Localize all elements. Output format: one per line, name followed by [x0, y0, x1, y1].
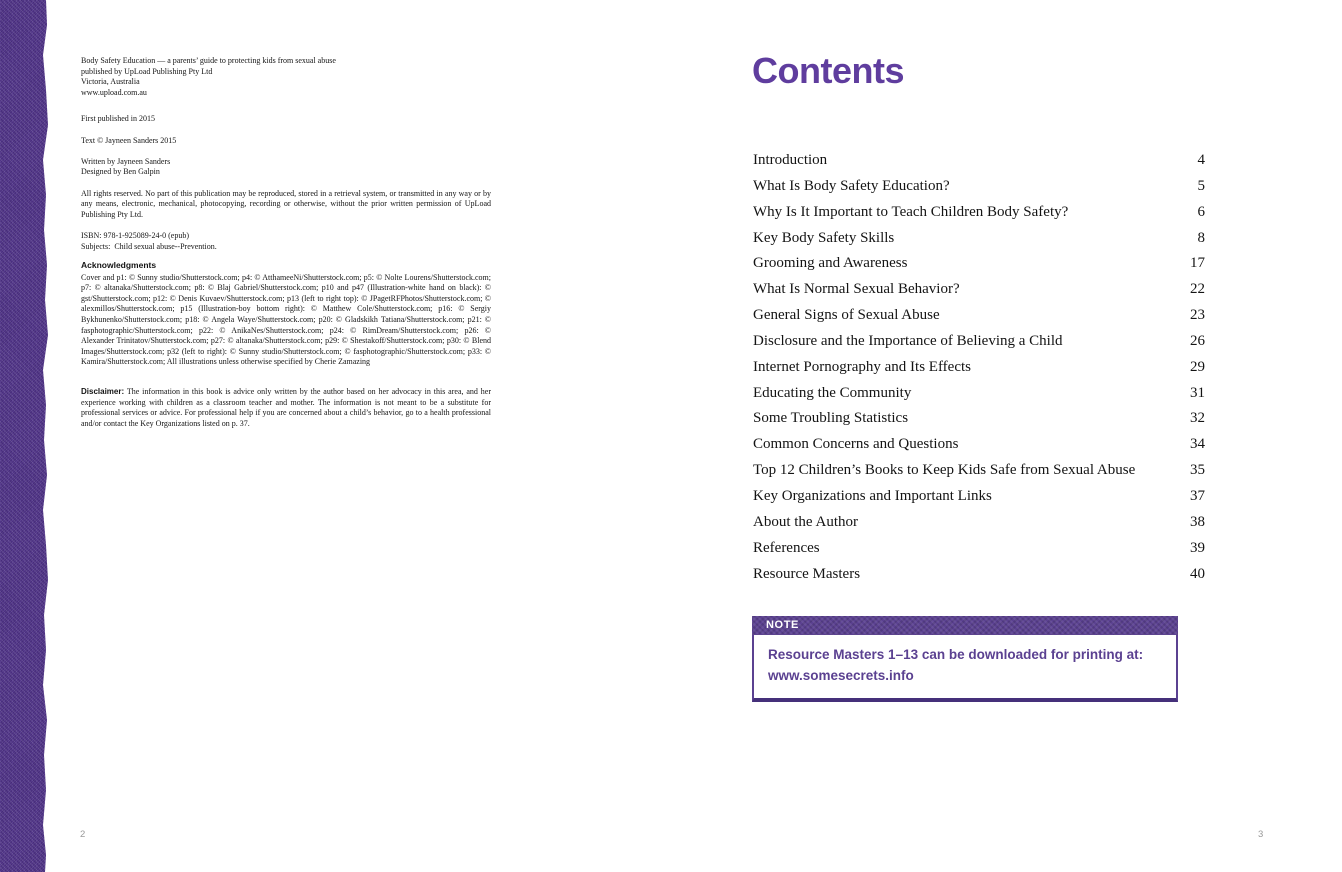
- publisher-url: www.upload.com.au: [81, 87, 147, 97]
- toc-entry-label: Internet Pornography and Its Effects: [753, 358, 971, 375]
- toc-entry: [753, 306, 1205, 332]
- note-text-line1: Resource Masters 1–13 can be downloaded for printing at:: [768, 647, 1144, 662]
- toc-entry-label: Grooming and Awareness: [753, 255, 908, 272]
- toc-entry-page: 23: [1190, 307, 1205, 324]
- toc-entry-page: 26: [1190, 332, 1205, 349]
- toc-entry-label: Disclosure and the Importance of Believing a Child: [753, 332, 1063, 349]
- note-url: www.somesecrets.info: [768, 668, 914, 683]
- toc-entry: [753, 461, 1205, 487]
- toc-entry: [753, 358, 1205, 384]
- book-title-line: Body Safety Education — a parents’ guide to protecting kids from sexual abuse: [81, 56, 336, 65]
- imprint-block: [81, 56, 491, 98]
- toc-entry-page: 31: [1190, 384, 1205, 401]
- toc-entry: [753, 539, 1205, 565]
- toc-entry: [753, 409, 1205, 435]
- toc-entry-page: 6: [1197, 203, 1205, 220]
- toc-entry-page: 22: [1190, 281, 1205, 298]
- designed-by-line: Designed by Ben Galpin: [81, 167, 160, 177]
- toc-entry-page: 17: [1190, 255, 1205, 272]
- toc-entry-page: 34: [1190, 436, 1205, 453]
- toc-entry: [753, 565, 1205, 591]
- toc-entry: [753, 435, 1205, 461]
- disclaimer-paragraph: [81, 387, 491, 429]
- toc-entry: [753, 513, 1205, 539]
- toc-entry-label: Key Body Safety Skills: [753, 229, 895, 246]
- toc-entry: [753, 280, 1205, 306]
- toc-entry-page: 8: [1197, 229, 1205, 246]
- toc-entry-page: 5: [1197, 177, 1205, 194]
- toc-list: [753, 151, 1205, 590]
- toc-entry-page: 40: [1190, 565, 1205, 582]
- disclaimer-text: The information in this book is advice only written by the author based on her advocacy in this area, and her experience working with children as a classroom teacher and mother. The information is not meant to be a substitute for professional services or advice. For professional help if you are concerned about a child’s behavior, go to a health professional and/or contact the Key Organizations listed on p. 37.: [81, 387, 492, 428]
- contents-title: Contents: [752, 50, 904, 91]
- credits-block: [81, 157, 491, 178]
- toc-entry: [753, 151, 1205, 177]
- toc-entry-label: What Is Body Safety Education?: [753, 177, 950, 194]
- toc-entry-page: 29: [1190, 358, 1205, 375]
- toc-entry: [753, 384, 1205, 410]
- toc-entry-page: 4: [1197, 152, 1205, 168]
- isbn-line: ISBN: 978-1-925089-24-0 (epub): [81, 230, 189, 240]
- note-body: [752, 635, 1178, 702]
- toc-entry-page: 35: [1190, 462, 1205, 479]
- toc-entry-label: Why Is It Important to Teach Children Body Safety?: [753, 203, 1069, 220]
- note-box: [752, 616, 1178, 702]
- right-page-number: 3: [1258, 829, 1264, 840]
- toc-entry: [753, 177, 1205, 203]
- acknowledgments-paragraph: Cover and p1: © Sunny studio/Shutterstock.com; p4: © AtthameeNi/Shutterstock.com; p5: © Nolte Lourens/Shutterstock.com; p7: © altanaka/Shutterstock.com; p8: © Blaj Gabriel/Shutterstock.com; p10 and p47 (Illustration-white hand on black): © gst/Shutterstock.com; p12: © Denis Kuvaev/Shutterstock.com; p13 (left to right top): © JPagetRFPhotos/Shutterstock.com; © alexmillos/Shutterstock.com; p15 (Illustration-boy bottom right): © Matthew Cole/Shutterstock.com; p16: © Sergiy Bykhunenko/Shutterstock.com; p18: © Angela Waye/Shutterstock.com; p20: © Gladskikh Tatiana/Shutterstock.com; p21: © fasphotographic/Shutterstock.com; p22: © AnikaNes/Shutterstock.com; p24: © RimDream/Shutterstock.com; p26: © Alexander Trinitatov/Shutterstock.com; p27: © altanaka/Shutterstock.com; p29: © Shestakoff/Shutterstock.com; p30: © Blend Images/Shutterstock.com; p32 (left to right): © Sunny studio/Shutterstock.com; © fasphotographic/Shutterstock.com; p33: © Kamira/Shutterstock.com; All illustrations unless otherwise specified by Cherie Zamazing: [81, 272, 491, 367]
- book-spine-strip: [0, 0, 50, 872]
- disclaimer-label: Disclaimer:: [81, 387, 125, 397]
- subjects-line: Subjects: Child sexual abuse--Prevention.: [81, 241, 217, 251]
- copyright-line: Text © Jayneen Sanders 2015: [81, 135, 177, 145]
- toc-entry-label: General Signs of Sexual Abuse: [753, 307, 940, 324]
- toc-entry-label: What Is Normal Sexual Behavior?: [753, 281, 960, 298]
- publisher-line: published by UpLoad Publishing Pty Ltd: [81, 66, 213, 76]
- note-header: NOTE: [752, 616, 1178, 635]
- toc-entry-label: Some Troubling Statistics: [753, 410, 909, 427]
- left-page-number: 2: [80, 829, 86, 840]
- toc-entry: [753, 332, 1205, 358]
- toc-entry-label: Common Concerns and Questions: [753, 436, 959, 453]
- toc-entry: [753, 254, 1205, 280]
- toc-entry: [753, 203, 1205, 229]
- toc-entry: [753, 487, 1205, 513]
- toc-entry-label: Top 12 Children’s Books to Keep Kids Safe from Sexual Abuse: [753, 462, 1136, 479]
- written-by-line: Written by Jayneen Sanders: [81, 156, 171, 166]
- toc-entry-label: Resource Masters: [753, 565, 861, 582]
- isbn-block: [81, 231, 491, 252]
- left-page: [81, 56, 491, 440]
- location-line: Victoria, Australia: [81, 77, 140, 87]
- rights-paragraph: All rights reserved. No part of this publication may be reproduced, stored in a retrieval system, or transmitted in any way or by any means, electronic, mechanical, photocopying, recording or otherwise, without the prior written permission of UpLoad Publishing Pty Ltd.: [81, 188, 491, 219]
- toc-entry-page: 37: [1190, 487, 1205, 504]
- acknowledgments-heading: Acknowledgments: [81, 260, 157, 271]
- toc-entry-label: About the Author: [753, 513, 858, 530]
- toc-entry-label: Educating the Community: [753, 384, 912, 401]
- toc-entry-page: 38: [1190, 513, 1205, 530]
- toc-entry: [753, 229, 1205, 255]
- toc-entry-label: Introduction: [753, 152, 828, 168]
- first-published-line: First published in 2015: [81, 114, 156, 124]
- toc-entry-page: 39: [1190, 539, 1205, 556]
- toc-entry-page: 32: [1190, 410, 1205, 427]
- toc-entry-label: Key Organizations and Important Links: [753, 487, 992, 504]
- toc-entry-label: References: [753, 539, 820, 556]
